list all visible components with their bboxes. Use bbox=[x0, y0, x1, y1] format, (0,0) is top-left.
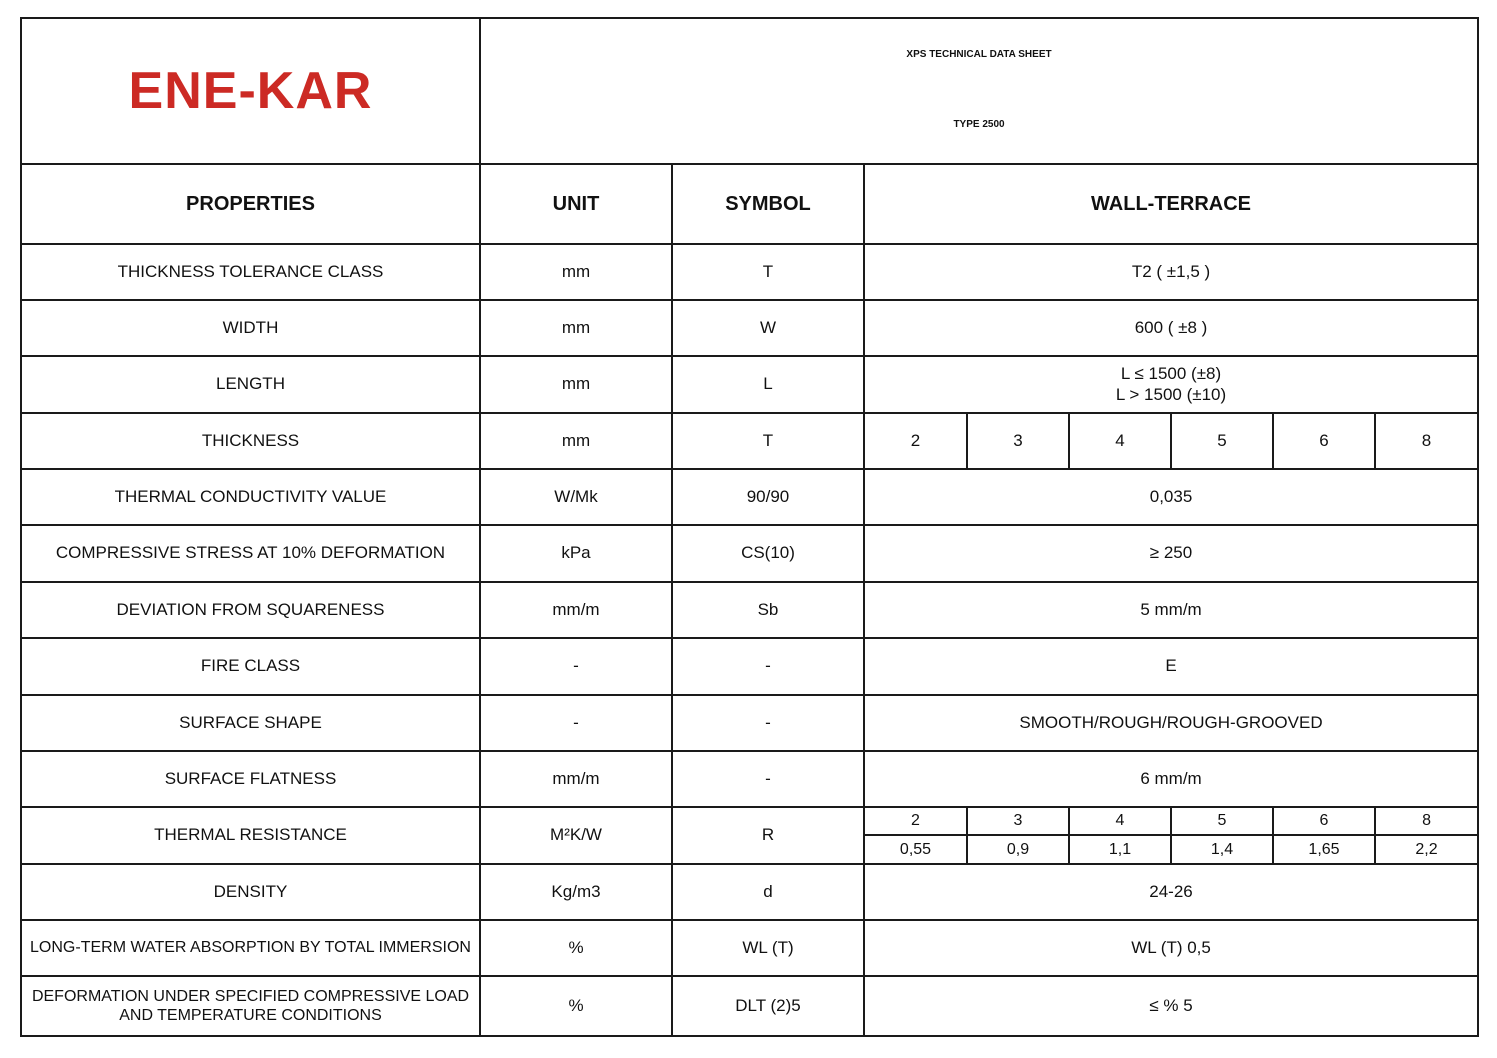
brand-logo: ENE-KAR bbox=[128, 61, 373, 120]
resistance-thickness: 8 bbox=[1375, 808, 1477, 835]
value-cell: WL (T) 0,5 bbox=[864, 920, 1478, 976]
data-table bbox=[20, 17, 1479, 1037]
property-cell: FIRE CLASS bbox=[21, 638, 480, 695]
table-row bbox=[21, 356, 1478, 413]
property-cell: THICKNESS bbox=[21, 413, 480, 469]
header-symbol: SYMBOL bbox=[672, 164, 864, 244]
unit-cell: mm/m bbox=[480, 751, 672, 807]
resistance-value: 1,65 bbox=[1273, 835, 1375, 863]
symbol-cell: T bbox=[672, 244, 864, 300]
value-cell: 600 ( ±8 ) bbox=[864, 300, 1478, 356]
thickness-value: 6 bbox=[1273, 414, 1375, 468]
property-cell: SURFACE FLATNESS bbox=[21, 751, 480, 807]
symbol-cell: Sb bbox=[672, 582, 864, 638]
resistance-thickness: 6 bbox=[1273, 808, 1375, 835]
property-cell: WIDTH bbox=[21, 300, 480, 356]
thickness-values-cell bbox=[864, 413, 1478, 469]
symbol-cell: WL (T) bbox=[672, 920, 864, 976]
unit-cell: M²K/W bbox=[480, 807, 672, 864]
table-row bbox=[21, 469, 1478, 525]
table-row bbox=[21, 976, 1478, 1036]
symbol-cell: - bbox=[672, 638, 864, 695]
resistance-thickness: 4 bbox=[1069, 808, 1171, 835]
resistance-value: 0,55 bbox=[865, 835, 967, 863]
thickness-value: 5 bbox=[1171, 414, 1273, 468]
symbol-cell: CS(10) bbox=[672, 525, 864, 582]
title-row bbox=[21, 18, 1478, 164]
unit-cell: kPa bbox=[480, 525, 672, 582]
unit-cell: % bbox=[480, 976, 672, 1036]
unit-cell: mm bbox=[480, 356, 672, 413]
header-row bbox=[21, 164, 1478, 244]
property-cell: THICKNESS TOLERANCE CLASS bbox=[21, 244, 480, 300]
property-cell: THERMAL CONDUCTIVITY VALUE bbox=[21, 469, 480, 525]
unit-cell: mm bbox=[480, 244, 672, 300]
document-title: XPS TECHNICAL DATA SHEET bbox=[906, 49, 1052, 60]
symbol-cell: W bbox=[672, 300, 864, 356]
value-cell: SMOOTH/ROUGH/ROUGH-GROOVED bbox=[864, 695, 1478, 751]
technical-data-sheet bbox=[20, 17, 1477, 1037]
resistance-value: 0,9 bbox=[967, 835, 1069, 863]
value-cell: 0,035 bbox=[864, 469, 1478, 525]
value-cell: ≤ % 5 bbox=[864, 976, 1478, 1036]
unit-cell: - bbox=[480, 638, 672, 695]
table-row bbox=[21, 751, 1478, 807]
unit-cell: mm bbox=[480, 300, 672, 356]
table-row bbox=[21, 525, 1478, 582]
unit-cell: mm/m bbox=[480, 582, 672, 638]
property-line: AND TEMPERATURE CONDITIONS bbox=[119, 1007, 382, 1024]
table-row bbox=[21, 695, 1478, 751]
table-row bbox=[21, 244, 1478, 300]
symbol-cell: - bbox=[672, 695, 864, 751]
value-cell bbox=[864, 356, 1478, 413]
table-row bbox=[21, 300, 1478, 356]
header-wall-terrace: WALL-TERRACE bbox=[864, 164, 1478, 244]
property-cell: LENGTH bbox=[21, 356, 480, 413]
symbol-cell: d bbox=[672, 864, 864, 920]
value-cell: T2 ( ±1,5 ) bbox=[864, 244, 1478, 300]
thermal-resistance-values-cell bbox=[864, 807, 1478, 864]
document-title-cell bbox=[480, 18, 1478, 164]
thickness-value: 3 bbox=[967, 414, 1069, 468]
unit-cell: % bbox=[480, 920, 672, 976]
property-cell: LONG-TERM WATER ABSORPTION BY TOTAL IMMERSION bbox=[21, 920, 480, 976]
length-tolerance-long: L > 1500 (±10) bbox=[1115, 384, 1227, 404]
property-line: DEFORMATION UNDER SPECIFIED COMPRESSIVE LOAD bbox=[31, 987, 470, 1005]
property-cell: DENSITY bbox=[21, 864, 480, 920]
resistance-value: 1,4 bbox=[1171, 835, 1273, 863]
unit-cell: Kg/m3 bbox=[480, 864, 672, 920]
document-type: TYPE 2500 bbox=[953, 119, 1005, 130]
value-cell: 6 mm/m bbox=[864, 751, 1478, 807]
unit-cell: W/Mk bbox=[480, 469, 672, 525]
symbol-cell: R bbox=[672, 807, 864, 864]
property-cell bbox=[21, 976, 480, 1036]
resistance-value: 1,1 bbox=[1069, 835, 1171, 863]
thickness-value: 2 bbox=[910, 430, 921, 450]
symbol-cell: 90/90 bbox=[672, 469, 864, 525]
resistance-thickness: 5 bbox=[1171, 808, 1273, 835]
table-row bbox=[21, 807, 1478, 864]
table-row bbox=[21, 582, 1478, 638]
property-cell: COMPRESSIVE STRESS AT 10% DEFORMATION bbox=[21, 525, 480, 582]
value-cell: E bbox=[864, 638, 1478, 695]
symbol-cell: - bbox=[672, 751, 864, 807]
symbol-cell: L bbox=[672, 356, 864, 413]
header-unit: UNIT bbox=[480, 164, 672, 244]
value-cell: ≥ 250 bbox=[864, 525, 1478, 582]
symbol-cell: DLT (2)5 bbox=[672, 976, 864, 1036]
table-row bbox=[21, 920, 1478, 976]
brand-cell bbox=[21, 18, 480, 164]
resistance-thickness: 3 bbox=[967, 808, 1069, 835]
unit-cell: mm bbox=[480, 413, 672, 469]
value-cell: 5 mm/m bbox=[864, 582, 1478, 638]
unit-cell: - bbox=[480, 695, 672, 751]
table-row bbox=[21, 864, 1478, 920]
property-cell: SURFACE SHAPE bbox=[21, 695, 480, 751]
table-row bbox=[21, 413, 1478, 469]
resistance-value: 2,2 bbox=[1375, 835, 1477, 863]
symbol-cell: T bbox=[672, 413, 864, 469]
header-properties: PROPERTIES bbox=[21, 164, 480, 244]
property-cell: THERMAL RESISTANCE bbox=[21, 807, 480, 864]
property-cell: DEVIATION FROM SQUARENESS bbox=[21, 582, 480, 638]
value-cell: 24-26 bbox=[864, 864, 1478, 920]
thickness-value: 4 bbox=[1069, 414, 1171, 468]
table-row bbox=[21, 638, 1478, 695]
length-tolerance-short: L ≤ 1500 (±8) bbox=[1120, 364, 1222, 384]
thickness-value: 8 bbox=[1375, 414, 1477, 468]
resistance-thickness: 2 bbox=[911, 812, 920, 830]
